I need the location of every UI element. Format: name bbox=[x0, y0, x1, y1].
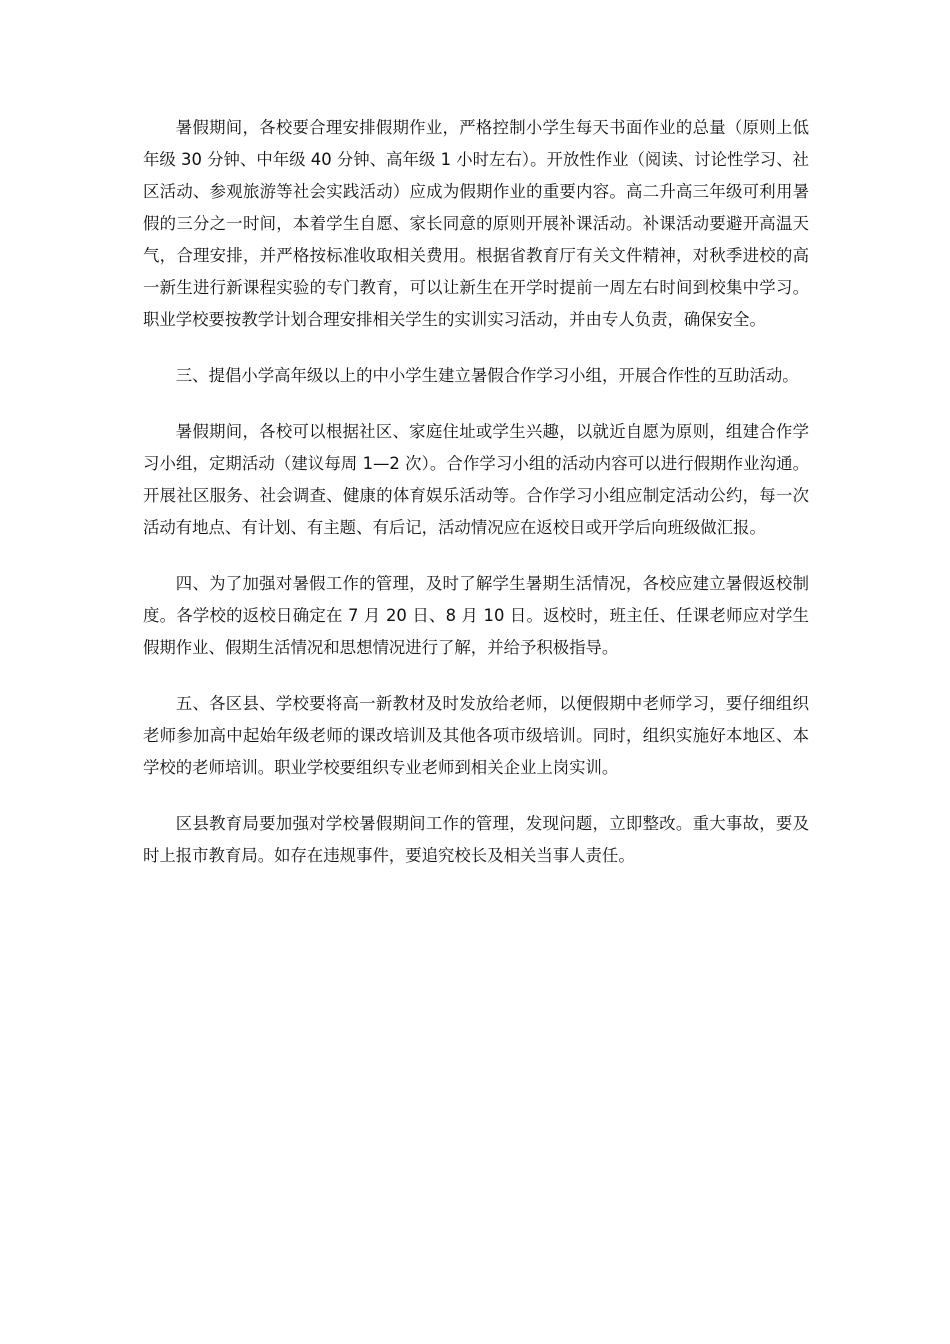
paragraph-section-five: 五、各区县、学校要将高一新教材及时发放给老师，以便假期中老师学习，要仔细组织老师参加高中起始年级老师的课改培训及其他各项市级培训。同时，组织实施好本地区、本学校的老师培训。职业学校要组织专业老师到相关企业上岗实训。 bbox=[143, 694, 809, 777]
heading-section-three: 三、提倡小学高年级以上的中小学生建立暑假合作学习小组，开展合作性的互助活动。 bbox=[175, 366, 799, 385]
paragraph-section-four: 四、为了加强对暑假工作的管理，及时了解学生暑期生活情况，各校应建立暑假返校制度。各学校的返校日确定在 7 月 20 日、8 月 10 日。返校时，班主任、任课老师应对学生假期作业、假期生活情况和思想情况进行了解，并给予积极指导。 bbox=[143, 574, 809, 657]
paragraph-closing: 区县教育局要加强对学校暑假期间工作的管理，发现问题，立即整改。重大事故，要及时上报市教育局。如存在违规事件，要追究校长及相关当事人责任。 bbox=[143, 814, 809, 865]
document-body bbox=[143, 112, 809, 896]
paragraph-holiday-homework: 暑假期间，各校要合理安排假期作业，严格控制小学生每天书面作业的总量（原则上低年级 30 分钟、中年级 40 分钟、高年级 1 小时左右）。开放性作业（阅读、讨论性学习、社区活动、参观旅游等社会实践活动）应成为假期作业的重要内容。高二升高三年级可利用暑假的三分之一时间，本着学生自愿、家长同意的原则开展补课活动。补课活动要避开高温天气，合理安排，并严格按标准收取相关费用。根据省教育厅有关文件精神，对秋季进校的高一新生进行新课程实验的专门教育，可以让新生在开学时提前一周左右时间到校集中学习。职业学校要按教学计划合理安排相关学生的实训实习活动，并由专人负责，确保安全。 bbox=[143, 118, 809, 329]
paragraph-study-groups: 暑假期间，各校可以根据社区、家庭住址或学生兴趣，以就近自愿为原则，组建合作学习小组，定期活动（建议每周 1—2 次）。合作学习小组的活动内容可以进行假期作业沟通。开展社区服务、社会调查、健康的体育娱乐活动等。合作学习小组应制定活动公约，每一次活动有地点、有计划、有主题、有后记，活动情况应在返校日或开学后向班级做汇报。 bbox=[143, 422, 809, 537]
